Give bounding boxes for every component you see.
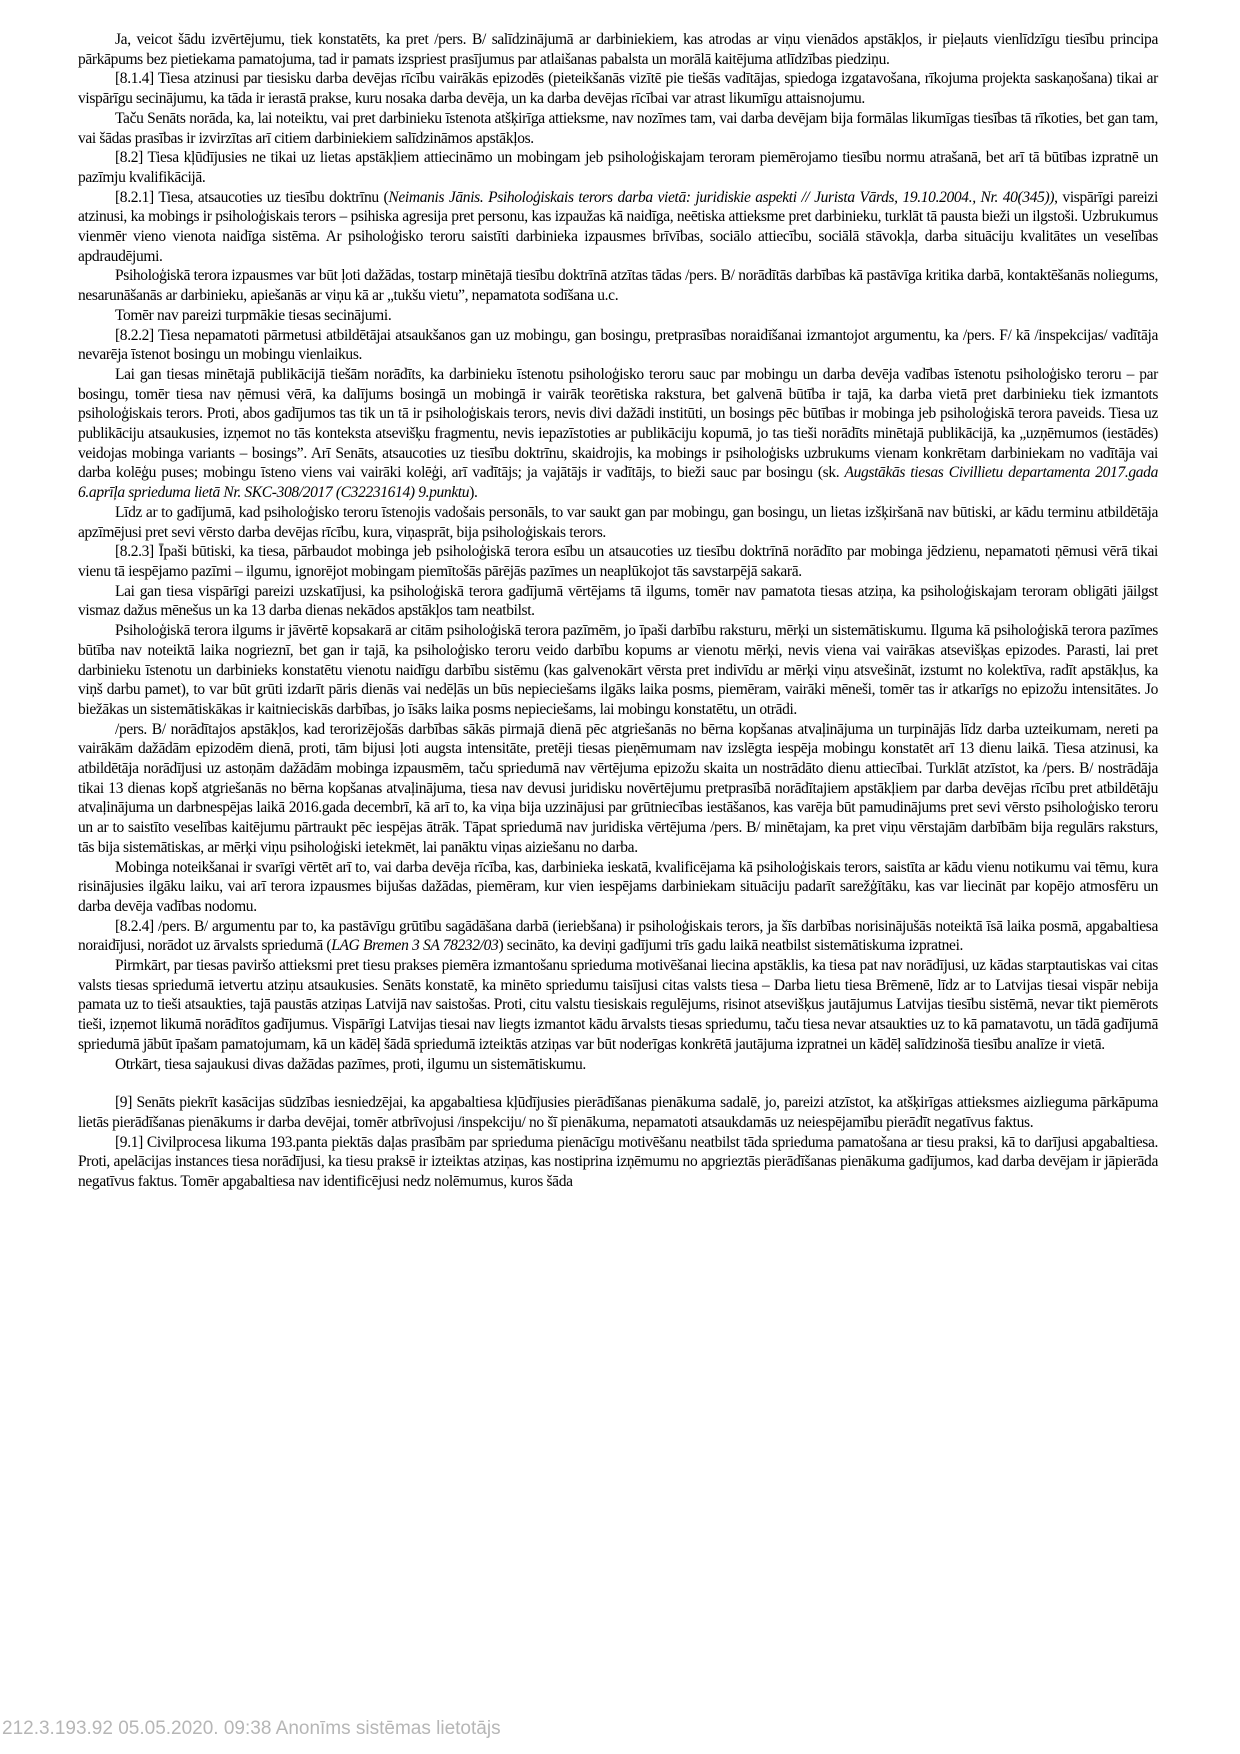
paragraph-text: [9] Senāts piekrīt kasācijas sūdzības iesniedzējai, ka apgabaltiesa kļūdījusies pierādīšanas pienākuma sadalē, jo, pareizi atzīstot, ka atšķirīgas attieksmes aizlieguma pārkāpuma lietās pierādīšanas pienākums ir darba devējai, tomēr atbrīvojusi /inspekciju/ no šī pienākuma, nepamatoti atsaukdamās uz neiespējamību pierādīt negatīvus faktus. [78, 1094, 1158, 1131]
paragraph-text: , vispārīgi pareizi atzinusi, ka mobings ir psiholoģiskais terors – psihiska agresija pret personu, kas izpaužas kā naidīga, neētiska attieksme pret darbinieku, turklāt tā pausta bieži un ilgstoši. Uzbrukumus vienmēr vieno vienota naidīga sistēma. Ar psiholoģisko teroru saistīti darbinieka izpausmes brīvības, sociālo attiecību, sociālā stāvokļa, darba situāciju kvalitātes un veselības apdraudējumi. [78, 188, 1158, 265]
paragraph-text: ). [469, 484, 478, 502]
paragraph-text: Mobinga noteikšanai ir svarīgi vērtēt arī to, vai darba devēja rīcība, kas, darbinieka ieskatā, kvalificējama kā psiholoģiskais terors, saistīta ar kādu vienu notikumu vai tēmu, kura risinājusies ilgāku laiku, vai arī terora izpausmes bijušas dažādas, piemēram, kur vien iespējams darbiniekam situāciju padarīt sarežģītāku, kas var liecināt par kopējo atmosfēru un darba devēja vadības nodomu. [78, 858, 1158, 915]
document-body [78, 30, 1158, 1192]
paragraph-text: [8.2.4] /pers. B/ argumentu par to, ka pastāvīgu grūtību sagādāšana darbā (ieriebšana) ir psiholoģiskais terors, ja šīs darbības norisinājušās noteiktā īsā laika posmā, apgabaltiesa noraidījusi, norādot uz ārvalsts spriedumā ( [78, 917, 1158, 955]
citation-text: Neimanis Jānis. Psiholoģiskais terors darba vietā: juridiskie aspekti // Jurista Vārds, 19.10.2004., Nr. 40(345)) [388, 188, 1055, 206]
paragraph [78, 956, 1158, 1055]
paragraph-text: [8.2] Tiesa kļūdījusies ne tikai uz lietas apstākļiem attiecināmo un mobingam jeb psiholoģiskajam teroram piemērojamo tiesību normu atrašanā, bet arī tā būtības izpratnē un pazīmju kvalifikācijā. [78, 149, 1158, 186]
paragraph [78, 858, 1158, 917]
paragraph [78, 326, 1158, 365]
paragraph-text: Lai gan tiesa vispārīgi pareizi uzskatījusi, ka psiholoģiskā terora gadījumā vērtējams tā ilgums, tomēr nav pamatota tiesas atziņa, ka psiholoģiskajam teroram obligāti jāilgst vismaz dažus mēnešus un ka 13 darba dienas nekādos apstākļos tam neatbilst. [78, 582, 1158, 620]
paragraph [78, 720, 1158, 858]
paragraph-text: Pirmkārt, par tiesas paviršo attieksmi pret tiesu prakses piemēra izmantošanu sprieduma motivēšanai liecina apstāklis, ka tiesa pat nav norādījusi, uz kādas starptautiskas vai citas valsts tiesas spriedumā ietvertu atziņu atsaukusies. Senāts konstatē, ka minēto spriedumu taisījusi citas valsts tiesa – Darba lietu tiesa Brēmenē, līdz ar to Latvijas tiesai vispār nebija pamata uz to tieši atsaukties, tajā paustās atziņas Latvijā nav saistošas. Proti, citu valstu tiesiskais regulējums, risinot atsevišķus jautājumus Latvijas tiesību sistēmā, nevar tikt piemērots tieši, izņemot likumā norādītos gadījumus. Vispārīgi Latvijas tiesai nav liegts izmantot kādu ārvalsts tiesas spriedumu, taču tiesa nevar atsaukties uz to kā pamatavotu, un tādā gadījumā spriedumā jābūt īpašam pamatojumam, kā un kādēļ šādā spriedumā izteiktās atziņas var būt noderīgas konkrētā jautājuma izpratnei un kādēļ salīdzinošā tiesību analīze ir vietā. [78, 957, 1158, 1053]
paragraph-text: [8.2.2] Tiesa nepamatoti pārmetusi atbildētājai atsaukšanos gan uz mobingu, gan bosingu, pretprasības noraidīšanai izmantojot argumentu, ka /pers. F/ kā /inspekcijas/ vadītāja nevarēja īstenot bosingu un mobingu vienlaikus. [78, 326, 1158, 364]
paragraph [78, 582, 1158, 621]
paragraph-text: [9.1] Civilprocesa likuma 193.panta piektās daļas prasībām par sprieduma pienācīgu motivēšanu neatbilst tāda sprieduma pamatošana ar tiesu praksi, kā to darījusi apgabaltiesa. Proti, apelācijas instances tiesa norādījusi, ka tiesu praksē ir izteiktas atziņas, kas nostiprina izņēmumu no apgrieztās pierādīšanas pienākuma gadījumos, kad darba devējam ir jāpierāda negatīvus faktus. Tomēr apgabaltiesa nav identificējusi nedz nolēmumus, kuros šāda [78, 1133, 1158, 1191]
paragraph [78, 148, 1158, 187]
paragraph-text: Līdz ar to gadījumā, kad psiholoģisko teroru īstenojis vadošais personāls, to var saukt gan par mobingu, gan bosingu, un lietas izšķiršanā nav būtiski, ar kādu terminu atbildētāja apzīmējusi pret sevi vērsto darba devējas rīcību, kura, viņasprāt, bija psiholoģiskais terors. [78, 503, 1158, 541]
paragraph [78, 503, 1158, 542]
paragraph-text: Otrkārt, tiesa sajaukusi divas dažādas pazīmes, proti, ilgumu un sistemātiskumu. [115, 1055, 586, 1073]
paragraph-text: Tomēr nav pareizi turpmākie tiesas secinājumi. [115, 306, 392, 324]
paragraph [78, 365, 1158, 503]
paragraph [78, 188, 1158, 267]
citation-text: LAG Bremen 3 SA 78232/03 [331, 937, 499, 955]
paragraph-text: Psiholoģiskā terora ilgums ir jāvērtē kopsakarā ar citām psiholoģiskā terora pazīmēm, jo īpaši darbību raksturu, mērķi un sistemātiskumu. Ilguma kā psiholoģiskā terora pazīmes būtība nav noteiktā laika nogrieznī, bet gan ir tajā, ka psiholoģisko teroru veido darbību kopums ar vienotu mērķi, nevis viena vai vairākas atsevišķas epizodes. Parasti, lai pret darbinieku īstenotu un darbinieks konstatētu vienotu naidīgu darbību sistēmu (kas galvenokārt vērsta pret indivīdu ar mērķi viņu atsvešināt, izstumt no kolektīva, radīt apstākļus, ka viņš darbu pamet), to var būt grūti izdarīt pāris dienās vai nedēļās un būs nepieciešams ilgāks laika posms, piemēram, vairāki mēneši, tomēr tas ir atkarīgs no epizožu intensitātes. Jo biežākas un sistemātiskākas ir kaitnieciskās darbības, jo īsāks laika posms nepieciešams, lai mobingu konstatētu, un otrādi. [78, 622, 1158, 718]
paragraph [78, 109, 1158, 148]
paragraph [78, 542, 1158, 581]
paragraph [78, 1093, 1158, 1132]
footer-stamp: 212.3.193.92 05.05.2020. 09:38 Anonīms sistēmas lietotājs [2, 1718, 501, 1739]
paragraph [78, 1133, 1158, 1192]
paragraph-text: Psiholoģiskā terora izpausmes var būt ļoti dažādas, tostarp minētajā tiesību doktrīnā atzītas tādas /pers. B/ norādītās darbības kā pastāvīga kritika darbā, kontaktēšanās noliegums, nesarunāšanās ar darbinieku, apiešanās ar viņu kā ar „tukšu vietu”, nepamatota sodīšana u.c. [78, 267, 1158, 305]
paragraph-text: Ja, veicot šādu izvērtējumu, tiek konstatēts, ka pret /pers. B/ salīdzinājumā ar darbiniekiem, kas atrodas ar viņu vienādos apstākļos, ir pieļauts vienlīdzīgu tiesību principa pārkāpums bez pietiekama pamatojuma, tad ir pamats izspriest prasījumus par atlaišanas pabalsta un morālā kaitējuma atlīdzības piedziņu. [78, 31, 1158, 68]
citation-text: Augstākās tiesas Civillietu departamenta 2017.gada 6.aprīļa sprieduma lietā Nr. SKC-308/2017 (C32231614) 9.punktu [78, 464, 1158, 502]
paragraph-text: /pers. B/ norādītajos apstākļos, kad terorizējošās darbības sākās pirmajā dienā pēc atgriešanās no bērna kopšanas atvaļinājuma un turpinājās līdz darba uzteikumam, nereti pa vairākām dažādām epizodēm dienā, proti, tām bijusi ļoti augsta intensitāte, pretēji tiesas pieņēmumam nav izslēgta iespēja mobingu konstatēt arī 13 dienu laikā. Tiesa atzinusi, ka atbildētāja norādījusi uz astoņām dažādām mobinga izpausmēm, taču spriedumā nav vērtējuma epizožu skaita un nostrādāto dienu attiecībai. Turklāt atzīstot, ka /pers. B/ nostrādāja tikai 13 dienas kopš atgriešanās no bērna kopšanas atvaļinājuma, tiesa nav devusi juridisku novērtējumu pretprasībā norādītajiem apstākļiem par darba devējas rīcību pret atbildētāju atvaļinājuma un darbnespējas laikā 2016.gada decembrī, kā arī to, ka viņa bija uzzinājusi par grūtniecības iestāšanos, kas varēja būt pamudinājums pret sevi vērsto psiholoģisko teroru un ar to saistīto veselības kaitējumu pārtraukt pēc iespējas ātrāk. Tāpat spriedumā nav juridiska vērtējuma /pers. B/ minētajam, ka pret viņu vērstajām darbībām bija regulārs raksturs, tās bija sistemātiskas, ar mērķi viņu psiholoģiski ietekmēt, lai panāktu viņas aiziešanu no darba. [78, 720, 1158, 856]
paragraph-text: Lai gan tiesas minētajā publikācijā tiešām norādīts, ka darbinieku īstenotu psiholoģisko teroru sauc par mobingu un darba devēja vadības īstenotu psiholoģisko teroru – par bosingu, tomēr tiesa nav ņēmusi vērā, ka dalījums bosingā un mobingā ir vairāk teorētiska rakstura, bet galvenā būtība ir tajā, ka darba vietā pret darbinieku tiek izmantots psiholoģiskais terors. Proti, abos gadījumos tas tik un tā ir psiholoģiskais terors, nevis divi dažādi institūti, un bosings pēc būtības ir mobinga jeb psiholoģiskā terora paveids. Tiesa uz publikāciju atsaukusies, izņemot no tās konteksta atsevišķu fragmentu, nevis iepazīstoties ar publikāciju kopumā, jo tas tieši norādīts minētajā publikācijā, ka „uzņēmumos (iestādēs) veidojas mobinga variants – bosings”. Arī Senāts, atsaucoties uz tiesību doktrīnu, skaidrojis, ka mobings ir psiholoģisks uzbrukums vienam konkrētam darbiniekam no vadītāja vai darba kolēģu puses; mobingu īsteno viens vai vairāki kolēģi, arī vadītājs; ja vajātājs ir vadītājs, to bieži sauc par bosingu (sk. [78, 365, 1158, 482]
paragraph-text: [8.2.1] Tiesa, atsaucoties uz tiesību doktrīnu ( [115, 188, 389, 206]
paragraph [78, 917, 1158, 956]
paragraph-text: [8.1.4] Tiesa atzinusi par tiesisku darba devējas rīcību vairākās epizodēs (pieteikšanās vizītē pie tiešās vadītājas, spiedoga izgatavošana, rīkojuma projekta saskaņošana) tikai ar vispārīgu secinājumu, ka tāda ir ierastā prakse, kuru nosaka darba devēja, un ka darba devējas rīcībai var atrast likumīgu attaisnojumu. [78, 70, 1158, 108]
paragraph [78, 30, 1158, 69]
paragraph-text: [8.2.3] Īpaši būtiski, ka tiesa, pārbaudot mobinga jeb psiholoģiskā terora esību un atsaucoties uz tiesību doktrīnā norādīto par mobinga jēdzienu, nepamatoti ņēmusi vērā tikai vienu tā iespējamo pazīmi – ilgumu, ignorējot mobingam piemītošās pārējās pazīmes un neaplūkojot tās savstarpējā sakarā. [78, 543, 1158, 580]
paragraph-text: Taču Senāts norāda, ka, lai noteiktu, vai pret darbinieku īstenota atšķirīga attieksme, nav nozīmes tam, vai darba devējam bija formālas likumīgas tiesības tā rīkoties, bet gan tam, vai šādas prasības ir izvirzītas arī citiem darbiniekiem salīdzināmos apstākļos. [78, 109, 1158, 147]
paragraph [78, 266, 1158, 305]
paragraph [78, 1055, 1158, 1075]
paragraph [78, 621, 1158, 720]
paragraph [78, 306, 1158, 326]
paragraph-text: ) secināto, ka deviņi gadījumi trīs gadu laikā neatbilst sistemātiskuma izpratnei. [498, 937, 964, 955]
paragraph [78, 69, 1158, 108]
